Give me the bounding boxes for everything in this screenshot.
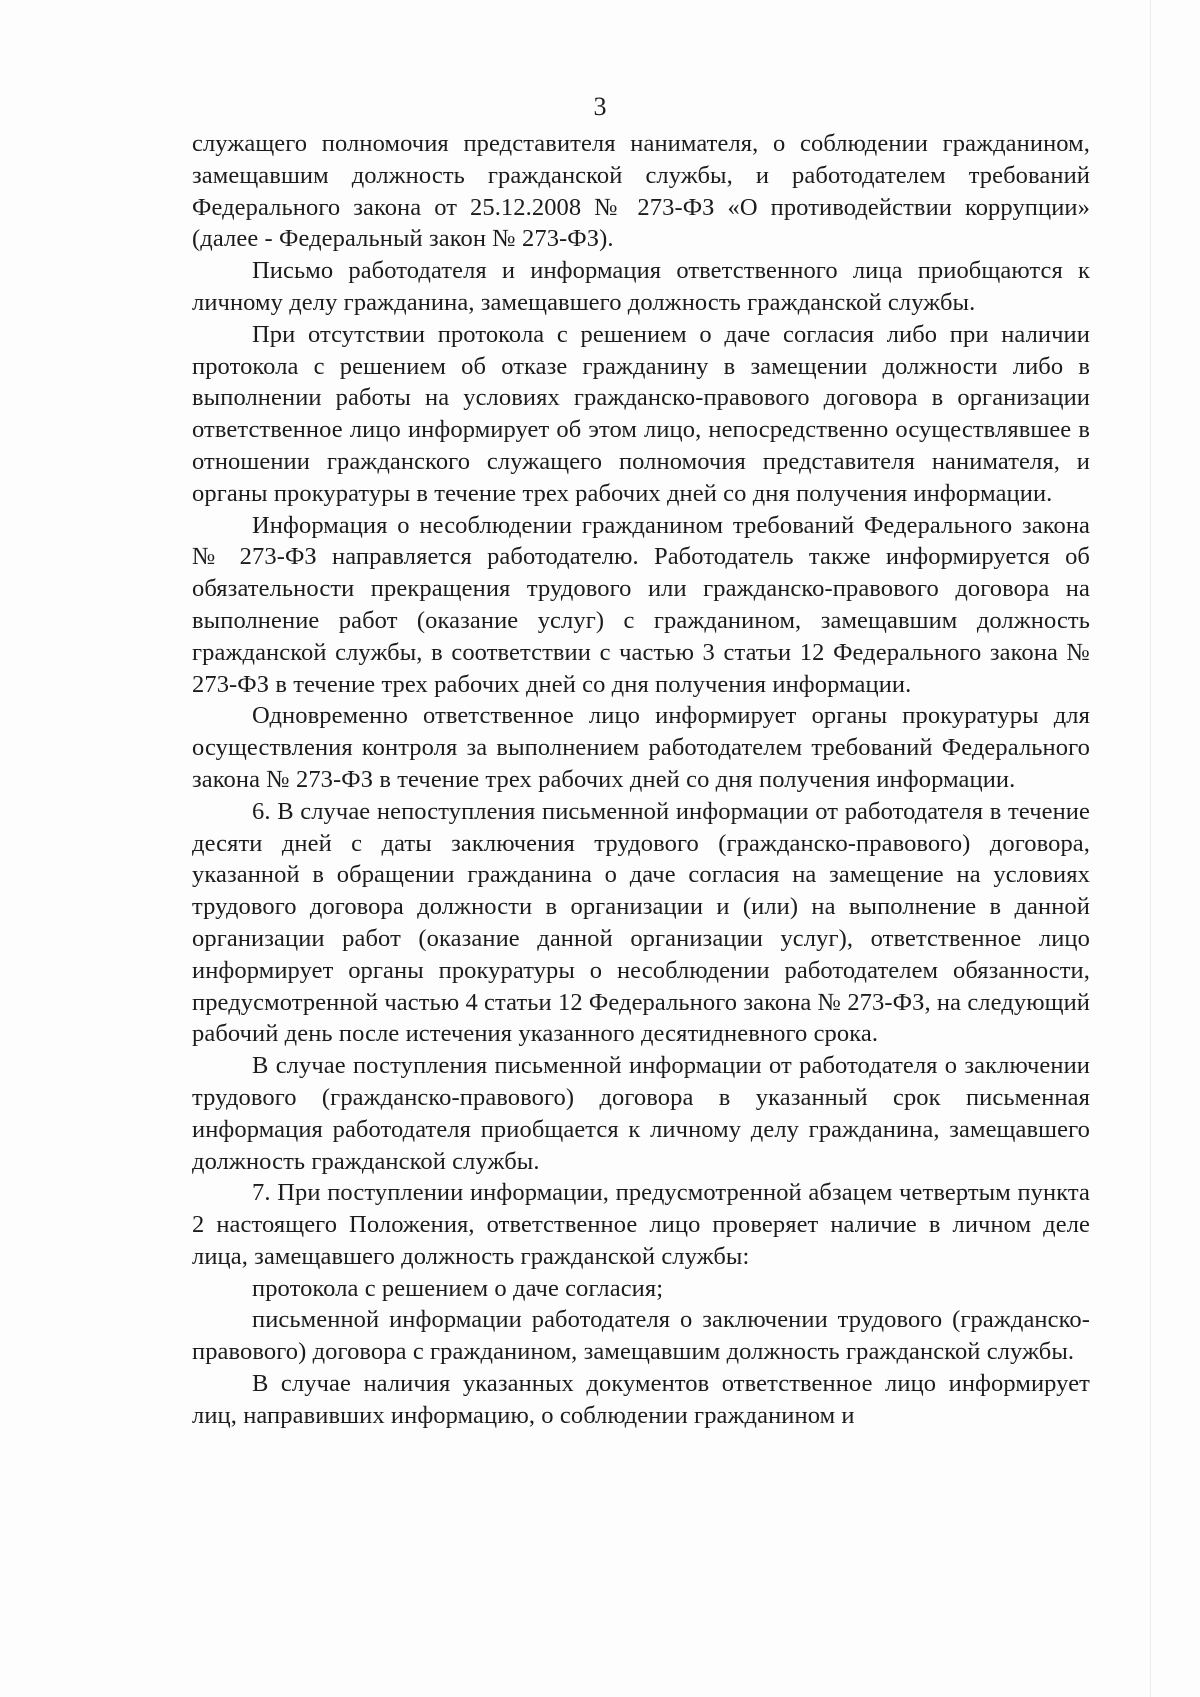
paragraph-7: В случае поступления письменной информации от работодателя о заключении трудового (гражданско-правового) договора в указанный срок письменная информация работодателя приобщается к личному делу гражданина, замещавшего должность гражданской службы. (192, 1052, 1090, 1175)
list-item-employer-info: письменной информации работодателя о заключении трудового (гражданско-правового) договора с гражданином, замещавшим должность гражданской службы. (192, 1306, 1090, 1366)
paragraph-4: Информация о несоблюдении гражданином требований Федерального закона № 273-ФЗ направляется работодателю. Работодатель также информируется об обязательности прекращения трудового или гражданско-правового договора на выполнение работ (оказание услуг) с гражданином, замещавшим должность гражданской службы, в соответствии с частью 3 статьи 12 Федерального закона № 273-ФЗ в течение трех рабочих дней со дня получения информации. (192, 511, 1090, 698)
paragraph-8: 7. При поступлении информации, предусмотренной абзацем четвертым пункта 2 настоящего Положения, ответственное лицо проверяет наличие в личном деле лица, замещавшего должность гражданской службы: (192, 1179, 1090, 1270)
paragraph-5: Одновременно ответственное лицо информирует органы прокуратуры для осуществления контроля за выполнением работодателем требований Федерального закона № 273-ФЗ в течение трех рабочих дней со дня получения информации. (192, 702, 1090, 793)
document-text (192, 128, 1090, 1432)
paragraph-2: Письмо работодателя и информация ответственного лица приобщаются к личному делу гражданина, замещавшего должность гражданской службы. (192, 257, 1090, 316)
paragraph-9: В случае наличия указанных документов ответственное лицо информирует лиц, направивших информацию, о соблюдении гражданином и (192, 1370, 1090, 1429)
scan-artifact (1150, 0, 1151, 1697)
page-number: 3 (593, 92, 607, 121)
paragraph-3: При отсутствии протокола с решением о даче согласия либо при наличии протокола с решением об отказе гражданину в замещении должности либо в выполнении работы на условиях гражданско-правового договора в организации ответственное лицо информирует об этом лицо, непосредственно осуществлявшее в отношении гражданского служащего полномочия представителя нанимателя, и органы прокуратуры в течение трех рабочих дней со дня получения информации. (192, 320, 1090, 507)
list-item-protocol: протокола с решением о даче согласия; (252, 1274, 664, 1302)
paragraph-1: служащего полномочия представителя нанимателя, о соблюдении гражданином, замещавшим должность гражданской службы, и работодателем требований Федерального закона от 25.12.2008 № 273-ФЗ «О противодействии коррупции» (далее - Федеральный закон № 273-ФЗ). (192, 130, 1090, 253)
paragraph-6: 6. В случае непоступления письменной информации от работодателя в течение десяти дней с даты заключения трудового (гражданско-правового) договора, указанной в обращении гражданина о даче согласия на замещение на условиях трудового договора должности в организации и (или) на выполнение в данной организации работ (оказание данной организации услуг), ответственное лицо информирует органы прокуратуры о несоблюдении работодателем обязанности, предусмотренной частью 4 статьи 12 Федерального закона № 273-ФЗ, на следующий рабочий день после истечения указанного десятидневного срока. (192, 797, 1090, 1048)
